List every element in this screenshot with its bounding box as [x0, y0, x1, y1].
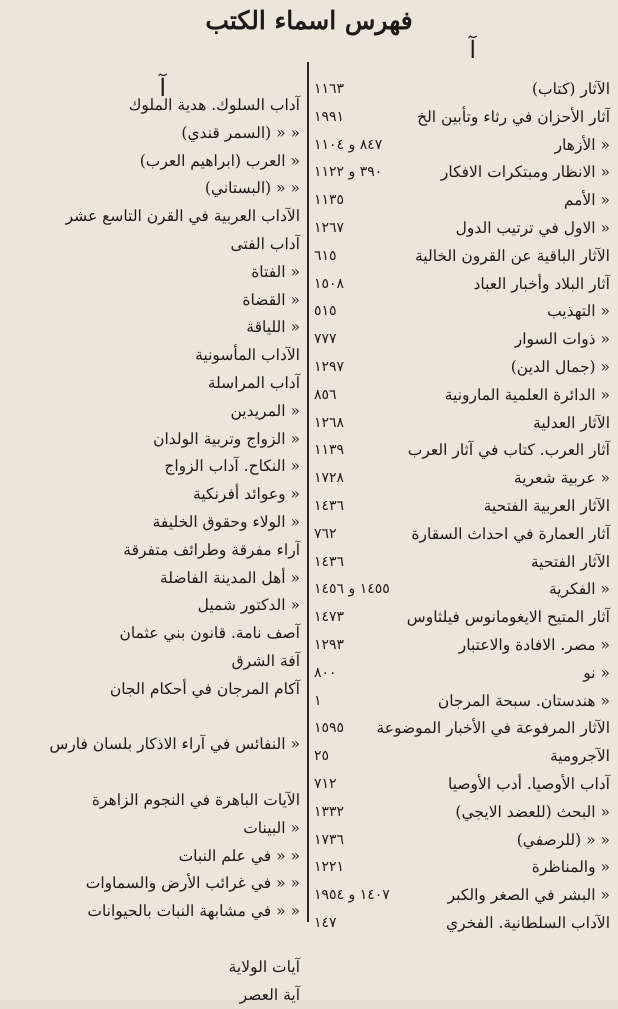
right-column-entry	[314, 632, 610, 660]
entry-title: آفة الشرق	[232, 648, 300, 676]
right-column-entry	[314, 298, 610, 326]
right-column-entry	[314, 76, 610, 104]
left-column-entry	[0, 759, 300, 787]
right-column-entry	[314, 437, 610, 465]
entry-title: الآجرومية	[550, 743, 610, 771]
entry-reference-number: ١٤٥٥ و ١٤٥٦	[314, 576, 390, 604]
entry-reference-number: ١	[314, 688, 322, 716]
left-column-entry	[0, 120, 300, 148]
left-column-entry	[0, 843, 300, 871]
entry-title: « « (السمر قندي)	[181, 120, 300, 148]
left-column-entry	[0, 370, 300, 398]
entry-title: آصف نامة. قانون بني عثمان	[119, 620, 300, 648]
entry-title: آية العصر	[240, 982, 300, 1009]
entry-title: آكام المرجان في أحكام الجان	[110, 676, 300, 704]
entry-reference-number: ٨٥٦	[314, 382, 337, 410]
right-column-entry	[314, 604, 610, 632]
entry-reference-number: ١١٣٥	[314, 187, 344, 215]
entry-reference-number: ٨٠٠	[314, 660, 337, 688]
entry-title: الآثار العدلية	[533, 410, 610, 438]
entry-reference-number: ١٤٣٦	[314, 493, 344, 521]
entry-title: « المريدين	[230, 398, 300, 426]
entry-reference-number: ٨٤٧ و ١١٠٤	[314, 132, 382, 160]
entry-title: آداب الأوصيا. أدب الأوصيا	[448, 771, 610, 799]
entry-reference-number: ١٧٢٨	[314, 465, 344, 493]
entry-reference-number: ١٥٠٨	[314, 271, 344, 299]
left-column-entry	[0, 870, 300, 898]
entry-reference-number: ١٢٢١	[314, 854, 344, 882]
right-column-entry	[314, 799, 610, 827]
right-column-entry	[314, 743, 610, 771]
entry-reference-number: ١١٣٩	[314, 437, 344, 465]
entry-title: « القضاة	[242, 287, 300, 315]
entry-title: آثار المتيح الايغومانوس فيلثاوس	[407, 604, 610, 632]
right-column-entry	[314, 215, 610, 243]
entry-title: الآثار الباقية عن القرون الخالية	[415, 243, 610, 271]
right-column-entry	[314, 493, 610, 521]
right-column-entry	[314, 382, 610, 410]
entry-title: « اللياقة	[246, 314, 300, 342]
left-column-entry	[0, 481, 300, 509]
entry-title: « (جمال الدين)	[511, 354, 610, 382]
entry-title: « الفكرية	[549, 576, 610, 604]
entry-reference-number: ١٢٦٨	[314, 410, 344, 438]
left-column-entry	[0, 592, 300, 620]
page-title: فهرس اسماء الكتب	[0, 6, 618, 35]
entry-title: « الدكتور شميل	[198, 592, 300, 620]
right-column-entry	[314, 465, 610, 493]
entry-title: « الفتاة	[251, 259, 300, 287]
entry-reference-number: ١٥٩٥	[314, 715, 344, 743]
entry-reference-number: ١٧٣٦	[314, 827, 344, 855]
entry-reference-number: ١٢٦٧	[314, 215, 344, 243]
entry-title: « الولاء وحقوق الخليفة	[153, 509, 300, 537]
right-column-entry	[314, 243, 610, 271]
entry-title: آداب الفتى	[230, 231, 300, 259]
left-column	[0, 92, 300, 1009]
right-column-entry	[314, 576, 610, 604]
entry-title: « هندستان. سبحة المرجان	[438, 688, 610, 716]
entry-reference-number: ١٢٩٣	[314, 632, 344, 660]
column-divider	[307, 62, 309, 922]
left-column-entry	[0, 92, 300, 120]
left-column-entry	[0, 954, 300, 982]
entry-reference-number: ٧٧٧	[314, 326, 337, 354]
entry-reference-number: ١٤٠٧ و ١٩٥٤	[314, 882, 390, 910]
entry-reference-number: ٦١٥	[314, 243, 337, 271]
entry-title: « « (البستاني)	[205, 175, 300, 203]
left-column-entry	[0, 231, 300, 259]
entry-title: « عربية شعرية	[514, 465, 610, 493]
entry-title: « النفائس في آراء الاذكار بلسان فارس	[49, 731, 300, 759]
right-column-entry	[314, 159, 610, 187]
entry-title: « أهل المدينة الفاضلة	[160, 565, 300, 593]
left-column-entry	[0, 704, 300, 732]
entry-title: « الأمم	[564, 187, 610, 215]
right-column-entry	[314, 326, 610, 354]
right-column-entry	[314, 104, 610, 132]
entry-title: « البشر في الصغر والكبر	[448, 882, 610, 910]
entry-title: « « في علم النبات	[179, 843, 300, 871]
left-column-entry	[0, 398, 300, 426]
left-column-entry	[0, 620, 300, 648]
entry-reference-number: ١٩٩١	[314, 104, 344, 132]
left-column-entry	[0, 565, 300, 593]
entry-title: « مصر. الافادة والاعتبار	[459, 632, 610, 660]
left-column-entry	[0, 509, 300, 537]
entry-title: الآثار المرفوعة في الأخبار الموضوعة	[376, 715, 610, 743]
left-column-entry	[0, 259, 300, 287]
left-column-entry	[0, 676, 300, 704]
entry-title: « ذوات السوار	[515, 326, 610, 354]
left-column-entry	[0, 787, 300, 815]
right-column-entry	[314, 354, 610, 382]
entry-title: « « في مشابهة النبات بالحيوانات	[87, 898, 300, 926]
left-column-entry	[0, 175, 300, 203]
entry-title: الآثار العربية الفتحية	[484, 493, 610, 521]
entry-reference-number: ١٤٧	[314, 910, 337, 938]
entry-title: « التهذيب	[547, 298, 610, 326]
entry-title: « « (للرصفي)	[517, 827, 610, 855]
entry-title: الآثار (كتاب)	[532, 76, 610, 104]
right-column-entry	[314, 854, 610, 882]
entry-title: آداب السلوك. هدية الملوك	[129, 92, 300, 120]
entry-title: « البينات	[243, 815, 300, 843]
left-column-entry	[0, 148, 300, 176]
entry-reference-number: ١٢٩٧	[314, 354, 344, 382]
right-column-entry	[314, 271, 610, 299]
entry-title: « وعوائد أفرنكية	[193, 481, 300, 509]
entry-title: آداب المراسلة	[208, 370, 300, 398]
entry-title: « العرب (ابراهيم العرب)	[140, 148, 300, 176]
entry-reference-number: ٢٥	[314, 743, 329, 771]
left-column-entry	[0, 982, 300, 1009]
left-column-entry	[0, 203, 300, 231]
entry-title: « « في غرائب الأرض والسماوات	[86, 870, 300, 898]
left-column-entry	[0, 898, 300, 926]
right-column	[314, 76, 610, 938]
entry-title: « نو	[583, 660, 610, 688]
right-column-entry	[314, 882, 610, 910]
entry-reference-number: ٧١٢	[314, 771, 337, 799]
entry-title: « الانظار ومبتكرات الافكار	[441, 159, 610, 187]
left-column-entry	[0, 453, 300, 481]
entry-reference-number: ٧٦٢	[314, 521, 337, 549]
entry-reference-number: ١٤٧٣	[314, 604, 344, 632]
entry-title: « الدائرة العلمية المارونية	[445, 382, 610, 410]
entry-title: آثار العرب. كتاب في آثار العرب	[408, 437, 610, 465]
entry-title: « الزواج وتربية الولدان	[153, 426, 300, 454]
entry-reference-number: ٥١٥	[314, 298, 337, 326]
left-column-entry	[0, 926, 300, 954]
entry-title: « والمناظرة	[532, 854, 610, 882]
entry-title: الآداب السلطانية. الفخري	[446, 910, 610, 938]
entry-title: آثار العمارة في احداث السقارة	[411, 521, 610, 549]
left-column-entry	[0, 314, 300, 342]
entry-reference-number: ١٣٣٢	[314, 799, 344, 827]
entry-title: الآداب المأسونية	[195, 342, 300, 370]
right-column-entry	[314, 410, 610, 438]
left-column-entry	[0, 426, 300, 454]
left-column-entry	[0, 342, 300, 370]
right-column-entry	[314, 910, 610, 938]
entry-title: آيات الولاية	[229, 954, 300, 982]
entry-title: « الأزهار	[555, 132, 610, 160]
entry-title: الآداب العربية في القرن التاسع عشر	[66, 203, 300, 231]
entry-title: آثار البلاد وأخبار العباد	[473, 271, 610, 299]
left-column-entry	[0, 287, 300, 315]
right-column-entry	[314, 827, 610, 855]
right-column-entry	[314, 715, 610, 743]
entry-title: الآثار الفتحية	[531, 549, 610, 577]
left-column-entry	[0, 731, 300, 759]
left-column-entry	[0, 815, 300, 843]
right-column-entry	[314, 132, 610, 160]
right-column-entry	[314, 549, 610, 577]
entry-title: « النكاح. آداب الزواج	[164, 453, 300, 481]
entry-title: « الاول في ترتيب الدول	[456, 215, 610, 243]
entry-reference-number: ١١٦٣	[314, 76, 344, 104]
section-letter-left: آ	[159, 74, 166, 102]
right-column-entry	[314, 688, 610, 716]
entry-reference-number: ٣٩٠ و ١١٢٢	[314, 159, 382, 187]
entry-title: « البحث (للعضد الايجي)	[455, 799, 610, 827]
right-column-entry	[314, 771, 610, 799]
right-column-entry	[314, 187, 610, 215]
entry-title: آراء مفرقة وطرائف متفرقة	[123, 537, 300, 565]
entry-title: آثار الأحزان في رثاء وتأبين الخ	[417, 104, 610, 132]
left-column-entry	[0, 537, 300, 565]
entry-reference-number: ١٤٣٦	[314, 549, 344, 577]
right-column-entry	[314, 660, 610, 688]
entry-title: الآيات الباهرة في النجوم الزاهرة	[92, 787, 300, 815]
right-column-entry	[314, 521, 610, 549]
section-letter-right: آ	[469, 36, 476, 64]
left-column-entry	[0, 648, 300, 676]
